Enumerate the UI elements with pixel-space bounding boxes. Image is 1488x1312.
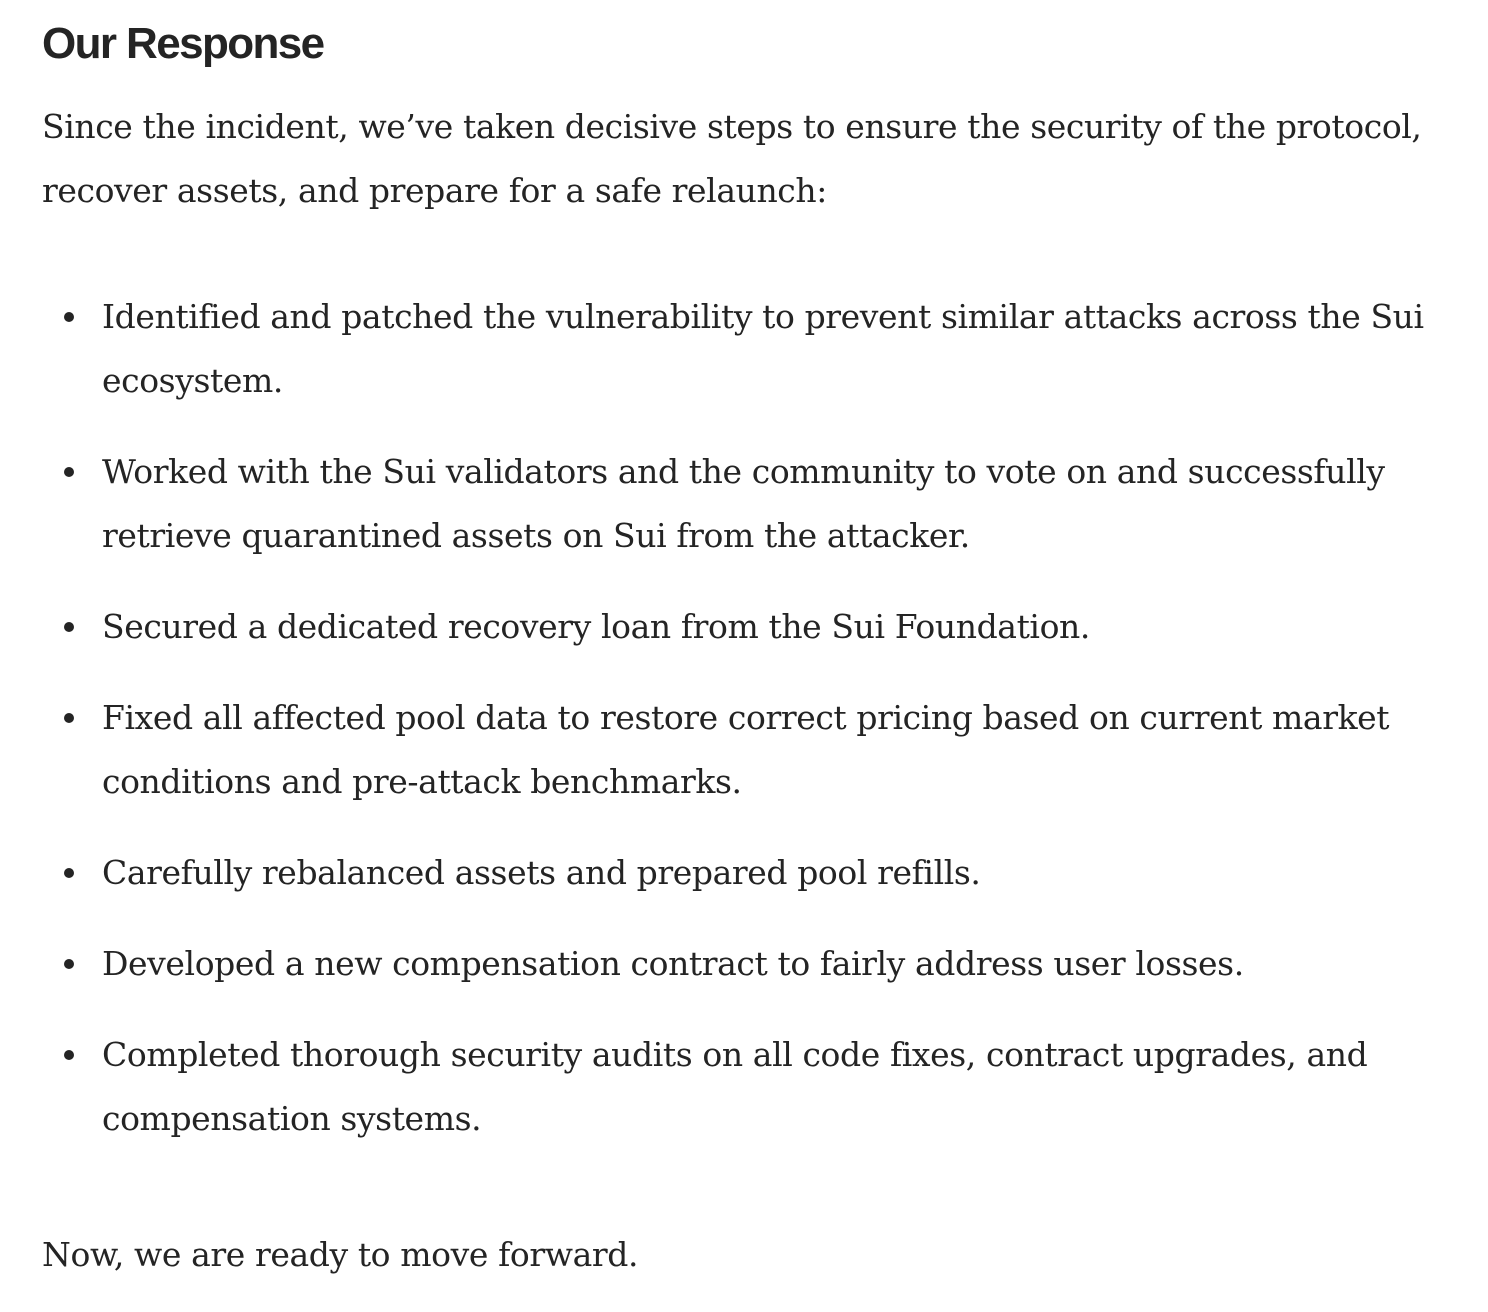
list-item	[42, 841, 1462, 905]
intro-paragraph: Since the incident, we’ve taken decisive steps to ensure the security of the protocol, recover assets, and prepare for a safe relaunch:	[42, 107, 1422, 210]
list-item-text: Completed thorough security audits on all code fixes, contract upgrades, and compensation systems.	[102, 1035, 1368, 1138]
list-item	[42, 686, 1462, 814]
list-item-text: Fixed all affected pool data to restore correct pricing based on current market conditions and pre-attack benchmarks.	[102, 698, 1390, 801]
list-item-text: Developed a new compensation contract to fairly address user losses.	[102, 944, 1244, 983]
article-body	[42, 0, 1462, 1287]
bullet-icon	[64, 1050, 74, 1060]
list-item	[42, 285, 1462, 413]
bullet-icon	[64, 467, 74, 477]
bullet-icon	[64, 959, 74, 969]
bullet-icon	[64, 868, 74, 878]
list-item	[42, 440, 1462, 568]
list-item-text: Secured a dedicated recovery loan from the Sui Foundation.	[102, 607, 1090, 646]
list-item	[42, 595, 1462, 659]
list-item	[42, 932, 1462, 996]
section-heading: Our Response	[42, 19, 324, 68]
list-item-text: Carefully rebalanced assets and prepared pool refills.	[102, 853, 981, 892]
response-steps-list	[42, 285, 1462, 1151]
list-item-text: Identified and patched the vulnerability to prevent similar attacks across the Sui ecosystem.	[102, 297, 1424, 400]
bullet-icon	[64, 713, 74, 723]
bullet-icon	[64, 312, 74, 322]
closing-paragraph: Now, we are ready to move forward.	[42, 1235, 639, 1274]
list-item	[42, 1023, 1462, 1151]
list-item-text: Worked with the Sui validators and the community to vote on and successfully retrieve quarantined assets on Sui from the attacker.	[102, 452, 1385, 555]
bullet-icon	[64, 622, 74, 632]
